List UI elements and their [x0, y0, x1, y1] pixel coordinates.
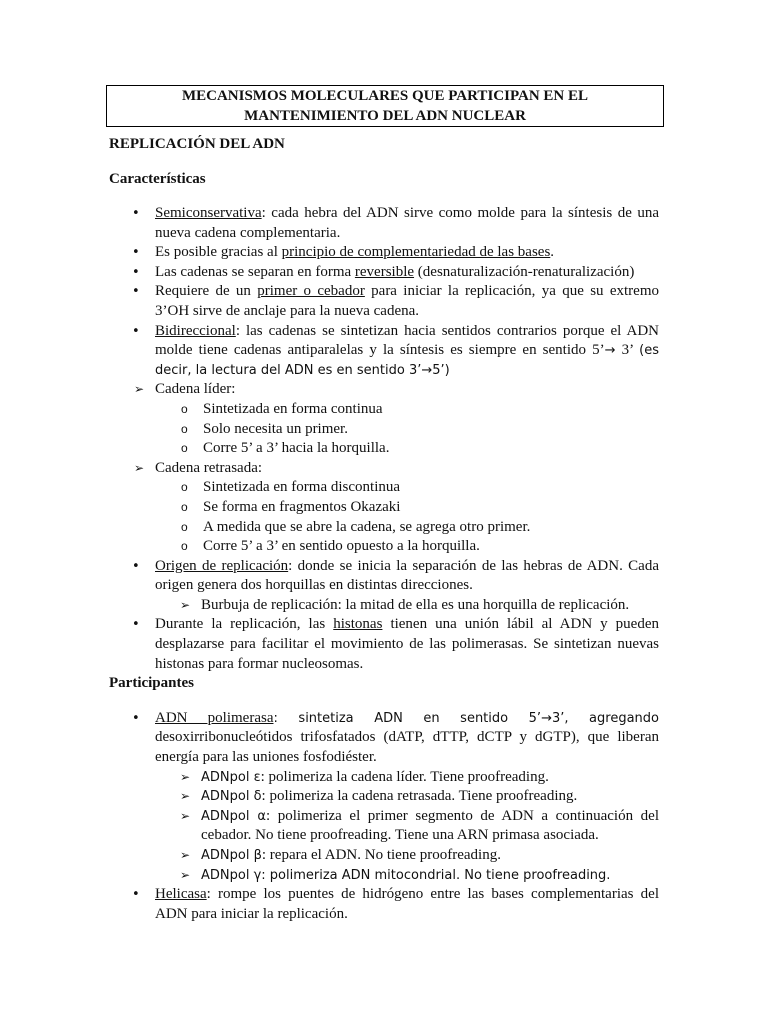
term: primer o cebador — [257, 283, 365, 300]
list-item: ➢ ADNpol δ: polimeriza la cadena retrasada. Tiene proofreading. — [155, 787, 659, 807]
list-item: o A medida que se abre la cadena, se agrega otro primer. — [109, 518, 659, 538]
list-item: • Requiere de un primer o cebador para iniciar la replicación, ya que su extremo 3’OH sirve de anclaje para la nueva cadena. — [109, 282, 659, 321]
term: principio de complementariedad de las bases — [281, 244, 551, 261]
list-item: o Sintetizada en forma discontinua — [109, 478, 659, 498]
list-item: • Las cadenas se separan en forma reversible (desnaturalización-renaturalización) — [109, 263, 659, 283]
list-item: • Helicasa: rompe los puentes de hidrógeno entre las bases complementarias del ADN para iniciar la replicación. — [109, 885, 659, 924]
list-item: ➢ ADNpol α: polimeriza el primer segmento de ADN a continuación del cebador. No tiene proofreading. Tiene una ARN primasa asociada. — [155, 807, 659, 846]
content — [109, 135, 659, 924]
list-item: • Es posible gracias al principio de complementariedad de las bases. — [109, 243, 659, 263]
list-item: ➢ ADNpol β: repara el ADN. No tiene proofreading. — [155, 846, 659, 866]
sub-list — [109, 380, 659, 556]
term: Bidireccional — [155, 322, 236, 339]
section-heading: REPLICACIÓN DEL ADN — [109, 136, 285, 152]
caracteristicas-list — [109, 204, 659, 674]
list-item: o Corre 5’ a 3’ hacia la horquilla. — [109, 439, 659, 459]
sub-sub-list — [109, 400, 659, 459]
term: histonas — [333, 616, 383, 633]
sub-sub-list — [109, 478, 659, 556]
list-item: • Bidireccional: las cadenas se sintetizan hacia sentidos contrarios porque el ADN molde tiene cadenas antiparalelas y la síntesis es siempre en sentido 5’→ 3’ (es decir, la lectura del ADN es en sentido 3’→5’) ➢ Cadena líder: o Sintetizada en forma continua o Solo necesita un primer. o Corre 5’ a 3’ hacia la horquilla. ➢ Cadena retrasada: o Sintetizada en forma discontinua o Se forma en fragmentos Okazaki o A medida que se abre la cadena, se agrega otro primer. o Corre 5’ a 3’ en sentido opuesto a la horquilla. — [109, 322, 659, 557]
list-item: • Origen de replicación: donde se inicia la separación de las hebras de ADN. Cada origen genera dos horquillas en distintas direcciones. ➢ Burbuja de replicación: la mitad de ella es una horquilla de replicación. — [109, 557, 659, 616]
title-box — [106, 85, 664, 127]
title-line-2: MANTENIMIENTO DEL ADN NUCLEAR — [244, 107, 526, 124]
list-item: • Durante la replicación, las histonas tienen una unión lábil al ADN y pueden desplazarse para facilitar el movimiento de las polimerasas. Se sintetizan nuevas histonas para formar nucleosomas. — [109, 615, 659, 674]
title-line-1: MECANISMOS MOLECULARES QUE PARTICIPAN EN EL — [181, 88, 589, 104]
list-item: o Sintetizada en forma continua — [109, 400, 659, 420]
participantes-heading: Participantes — [109, 675, 194, 692]
sub-list — [155, 596, 659, 616]
term: ADN polimerasa — [155, 709, 274, 726]
term: reversible — [354, 263, 415, 280]
list-item: o Corre 5’ a 3’ en sentido opuesto a la horquilla. — [109, 537, 659, 557]
term: Origen de replicación — [155, 557, 289, 574]
list-item: ➢ ADNpol ε: polimeriza la cadena líder. Tiene proofreading. — [155, 768, 659, 788]
list-item: ➢ Cadena líder: o Sintetizada en forma continua o Solo necesita un primer. o Corre 5’ a 3’ hacia la horquilla. — [109, 380, 659, 458]
caracteristicas-heading: Características — [109, 170, 206, 187]
list-item: ➢ ADNpol γ: polimeriza ADN mitocondrial. No tiene proofreading. — [155, 866, 659, 886]
arrow-icon: → — [421, 362, 433, 378]
term: Helicasa — [155, 886, 207, 903]
list-item: o Solo necesita un primer. — [109, 420, 659, 440]
list-item: ➢ Cadena retrasada: o Sintetizada en forma discontinua o Se forma en fragmentos Okazaki o A medida que se abre la cadena, se agrega otro primer. o Corre 5’ a 3’ en sentido opuesto a la horquilla. — [109, 459, 659, 557]
term: Semiconservativa — [155, 205, 262, 221]
arrow-icon: → — [541, 710, 552, 726]
sub-list — [155, 768, 659, 886]
list-item: ➢ Burbuja de replicación: la mitad de ella es una horquilla de replicación. — [155, 596, 659, 616]
arrow-icon: → — [604, 343, 616, 359]
list-item: • Semiconservativa: cada hebra del ADN sirve como molde para la síntesis de una nueva cadena complementaria. — [109, 204, 659, 243]
participantes-list — [109, 709, 659, 925]
list-item: o Se forma en fragmentos Okazaki — [109, 498, 659, 518]
list-item: • ADN polimerasa: sintetiza ADN en sentido 5’→3’, agregando desoxirribonucleótidos trifosfatados (dATP, dTTP, dCTP y dGTP), que liberan energía para las uniones fosfodiéster. ➢ ADNpol ε: polimeriza la cadena líder. Tiene proofreading. ➢ ADNpol δ: polimeriza la cadena retrasada. Tiene proofreading. ➢ ADNpol α: polimeriza el primer segmento de ADN a continuación del cebador. No tiene proofreading. Tiene una ARN primasa asociada. ➢ ADNpol β: repara el ADN. No tiene proofreading. ➢ ADNpol γ: polimeriza ADN mitocondrial. No tiene proofreading. — [109, 709, 659, 885]
